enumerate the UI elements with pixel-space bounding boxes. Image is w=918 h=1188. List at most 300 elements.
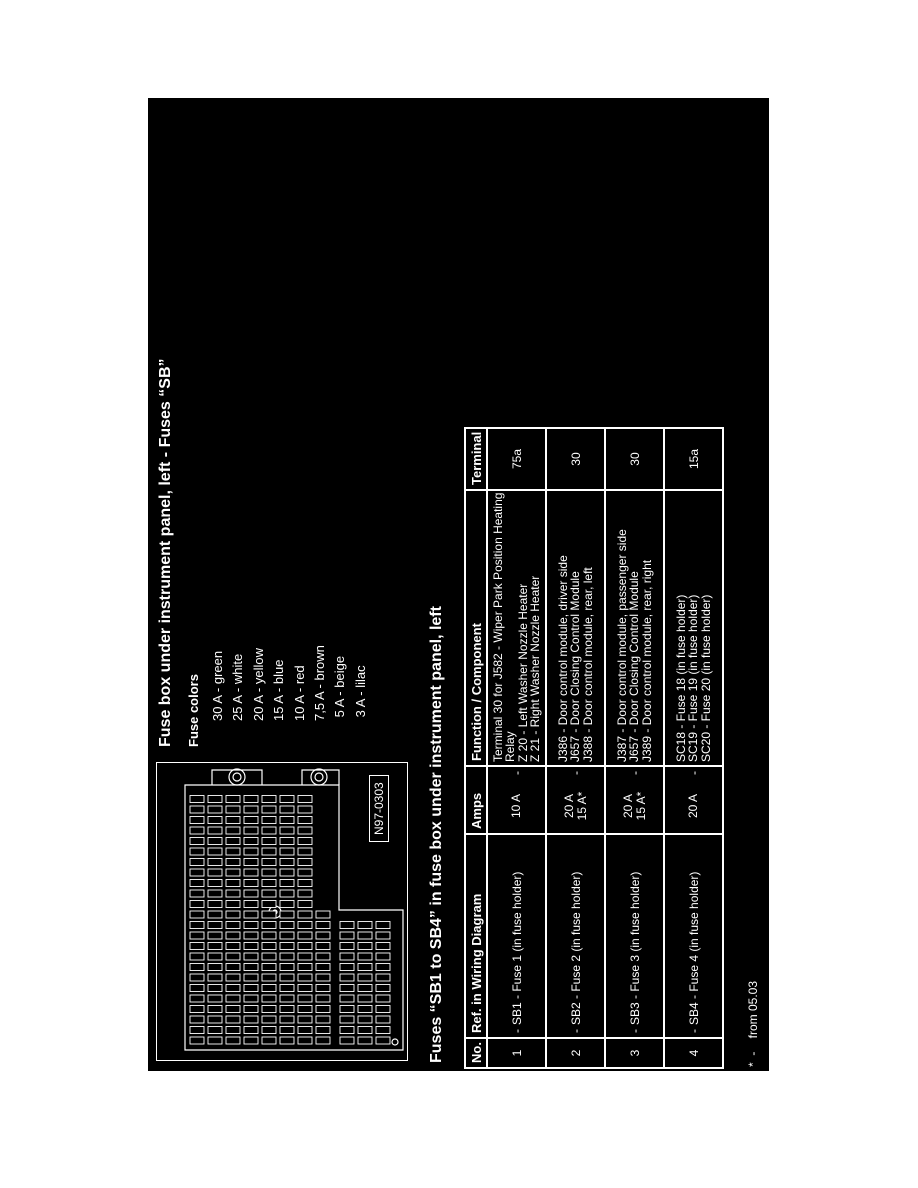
fuse-slot xyxy=(316,943,330,950)
fuse-slot xyxy=(190,869,204,876)
dash-separator: - xyxy=(509,771,524,775)
fuse-slot xyxy=(244,817,258,824)
cell-function xyxy=(487,490,546,766)
amps-value: 20 A xyxy=(561,793,576,819)
fuse-color-item: 25 A - white xyxy=(230,653,246,721)
fuse-slot xyxy=(226,964,240,971)
fuse-slot xyxy=(358,932,372,939)
fuse-slot xyxy=(208,911,222,918)
ref-text: SB4 - Fuse 4 (in fuse holder) xyxy=(686,871,701,1025)
fuse-slot xyxy=(280,922,294,929)
fuse-slot xyxy=(376,1037,390,1044)
cell-terminal: 30 xyxy=(546,428,605,490)
fuse-slot xyxy=(190,995,204,1002)
fuse-slot xyxy=(226,922,240,929)
fuse-slot xyxy=(190,911,204,918)
part-number-label: N97-0303 xyxy=(369,775,389,842)
fuse-slot xyxy=(226,911,240,918)
fuse-slot xyxy=(208,827,222,834)
fuse-color-item: 15 A - blue xyxy=(271,659,287,721)
function-line: SC19 - Fuse 19 (in fuse holder) xyxy=(686,594,701,762)
fuse-slot xyxy=(298,901,312,908)
fuse-slot xyxy=(190,953,204,960)
fuse-slot xyxy=(190,848,204,855)
cell-function xyxy=(664,490,723,766)
fuse-slot xyxy=(208,838,222,845)
amps-value: 15 A* xyxy=(633,791,648,821)
fuse-slot xyxy=(226,838,240,845)
header-function: Function / Component xyxy=(465,490,487,766)
fuse-slot xyxy=(226,943,240,950)
fuse-table xyxy=(464,427,724,1069)
fuse-slot xyxy=(262,985,276,992)
fuse-slot xyxy=(208,1037,222,1044)
fuse-slot xyxy=(190,943,204,950)
header-no: No. xyxy=(465,1038,487,1068)
fuse-slot xyxy=(340,1037,354,1044)
fuse-slot xyxy=(244,995,258,1002)
fuse-slot xyxy=(280,890,294,897)
fuse-slot xyxy=(298,1037,312,1044)
fuse-slot xyxy=(226,901,240,908)
fuse-slot xyxy=(208,1006,222,1013)
fuse-slot xyxy=(190,859,204,866)
fuse-slot xyxy=(262,848,276,855)
fuse-slot xyxy=(298,880,312,887)
fuse-slot xyxy=(190,1027,204,1034)
fuse-sheet xyxy=(148,98,769,1071)
function-line: SC18 - Fuse 18 (in fuse holder) xyxy=(673,594,688,762)
fuse-slot xyxy=(190,901,204,908)
fuse-slot xyxy=(190,1016,204,1023)
fuse-slot xyxy=(244,1006,258,1013)
fuse-slot xyxy=(316,1016,330,1023)
fuse-slot xyxy=(316,922,330,929)
fuse-slot xyxy=(262,911,276,918)
fuse-slot xyxy=(298,1016,312,1023)
fuse-slot xyxy=(358,943,372,950)
ref-text: SB3 - Fuse 3 (in fuse holder) xyxy=(627,871,642,1025)
fuse-slot xyxy=(298,964,312,971)
fuse-slot xyxy=(298,817,312,824)
function-line: J387 - Door control module, passenger side xyxy=(614,529,629,762)
fuse-slot xyxy=(316,932,330,939)
fuse-slot xyxy=(376,932,390,939)
mounting-hole xyxy=(392,1039,398,1045)
fuse-slot xyxy=(316,964,330,971)
fuse-slot xyxy=(262,922,276,929)
fuse-slot xyxy=(340,922,354,929)
fuse-slot xyxy=(208,985,222,992)
fuse-slot xyxy=(262,901,276,908)
fuse-slot xyxy=(298,806,312,813)
fuse-slot xyxy=(298,848,312,855)
fuse-slot xyxy=(298,932,312,939)
fuse-slot xyxy=(280,859,294,866)
fuse-slot xyxy=(190,806,204,813)
footnote: * - from 05.03 xyxy=(746,980,760,1067)
fuse-slot xyxy=(280,901,294,908)
function-line: Z 20 - Left Washer Nozzle Heater xyxy=(515,583,530,762)
fuse-slot xyxy=(340,1016,354,1023)
fuse-slot xyxy=(358,995,372,1002)
fuse-slot xyxy=(262,869,276,876)
fuse-slot xyxy=(262,796,276,803)
fuse-slot xyxy=(280,964,294,971)
fuse-slot xyxy=(316,995,330,1002)
fuse-slot xyxy=(244,901,258,908)
table-row xyxy=(546,428,605,1068)
fuse-slot xyxy=(244,890,258,897)
fuse-slot xyxy=(358,964,372,971)
fuse-slot xyxy=(226,974,240,981)
fuse-slot xyxy=(358,922,372,929)
cell-no: 3 xyxy=(605,1038,664,1068)
fuse-slot xyxy=(280,974,294,981)
fuse-slot xyxy=(280,1037,294,1044)
fuse-slot xyxy=(298,922,312,929)
fuse-slot xyxy=(316,974,330,981)
fuse-slot xyxy=(262,953,276,960)
fuse-slot xyxy=(340,995,354,1002)
fuse-slot xyxy=(376,922,390,929)
fuse-slot xyxy=(280,796,294,803)
fuse-slot xyxy=(226,859,240,866)
fuse-slot xyxy=(298,1027,312,1034)
fuse-slot xyxy=(208,817,222,824)
fuse-slot xyxy=(358,1037,372,1044)
fuse-slot xyxy=(298,869,312,876)
fuse-slot xyxy=(298,838,312,845)
fuse-slot xyxy=(208,922,222,929)
mounting-hole xyxy=(315,773,323,781)
fuse-slot xyxy=(280,932,294,939)
fuse-slot xyxy=(358,1006,372,1013)
fuse-slot xyxy=(280,1027,294,1034)
dash-separator: - xyxy=(686,771,701,775)
fuse-slot xyxy=(244,859,258,866)
fuse-slot xyxy=(226,932,240,939)
fuse-slot xyxy=(244,1027,258,1034)
fuse-slot xyxy=(244,1037,258,1044)
fuse-slot xyxy=(190,932,204,939)
fuse-slot xyxy=(316,911,330,918)
fuse-slot xyxy=(226,806,240,813)
fuse-slot xyxy=(298,796,312,803)
fuse-slot xyxy=(280,1016,294,1023)
fuse-slot xyxy=(376,1027,390,1034)
fuse-slot xyxy=(340,1006,354,1013)
fuse-color-list xyxy=(208,645,371,721)
fuse-slot xyxy=(280,869,294,876)
fuse-slot xyxy=(376,953,390,960)
fuse-slot xyxy=(208,943,222,950)
cell-no: 4 xyxy=(664,1038,723,1068)
dash-separator: - xyxy=(627,1029,642,1033)
dash-separator: - xyxy=(568,771,583,775)
fuse-slot xyxy=(244,827,258,834)
function-line: J388 - Door control module, rear, left xyxy=(580,567,595,762)
fuse-slot xyxy=(298,827,312,834)
fuse-slot xyxy=(208,953,222,960)
fuse-slot xyxy=(244,943,258,950)
table-header-row xyxy=(465,428,487,1068)
fuse-slot xyxy=(190,890,204,897)
fuse-slot xyxy=(244,796,258,803)
fuse-slot xyxy=(376,974,390,981)
fuse-slot xyxy=(376,964,390,971)
fuse-slot xyxy=(226,880,240,887)
fuse-slot xyxy=(244,869,258,876)
fuse-slot xyxy=(316,953,330,960)
fuse-slot xyxy=(280,848,294,855)
fuse-color-item: 3 A - lilac xyxy=(352,665,368,721)
fuse-slot xyxy=(340,974,354,981)
fuse-slot xyxy=(340,953,354,960)
amps-value: 10 A xyxy=(509,793,523,819)
table-heading: Fuses “SB1 to SB4” in fuse box under instrument panel, left xyxy=(428,606,445,1063)
fuse-slot xyxy=(244,806,258,813)
function-line: J386 - Door control module, driver side xyxy=(555,555,570,762)
fuse-slot xyxy=(244,880,258,887)
fuse-color-item: 30 A - green xyxy=(210,650,225,721)
fuse-slot xyxy=(298,859,312,866)
fuse-slot xyxy=(190,796,204,803)
fuse-slot xyxy=(280,995,294,1002)
cell-terminal: 75a xyxy=(487,428,546,490)
ref-text: SB1 - Fuse 1 (in fuse holder) xyxy=(509,871,524,1025)
fuse-slot xyxy=(376,995,390,1002)
fuse-slot xyxy=(298,953,312,960)
fuse-slot xyxy=(244,922,258,929)
fuse-slot xyxy=(208,869,222,876)
fuse-color-item: 7,5 A - brown xyxy=(312,645,328,721)
fuse-slot xyxy=(262,1006,276,1013)
dash-separator: - xyxy=(686,1029,701,1033)
fuse-slot xyxy=(358,985,372,992)
fuse-slot xyxy=(280,943,294,950)
fuse-slot xyxy=(208,796,222,803)
table-row xyxy=(605,428,664,1068)
fuse-slot xyxy=(340,1027,354,1034)
fuse-slot xyxy=(226,995,240,1002)
fuse-slot xyxy=(262,974,276,981)
fuse-slot xyxy=(226,1006,240,1013)
fuse-slot xyxy=(208,1016,222,1023)
cell-function xyxy=(546,490,605,766)
fuse-slot xyxy=(262,1016,276,1023)
fuse-slot xyxy=(190,1037,204,1044)
table-row xyxy=(487,428,546,1068)
fuse-slot xyxy=(208,964,222,971)
fuse-slot xyxy=(376,1016,390,1023)
dash-separator: - xyxy=(568,1029,583,1033)
fuse-slot xyxy=(262,806,276,813)
fuse-slot xyxy=(340,985,354,992)
table-body xyxy=(487,428,723,1068)
fuse-slot xyxy=(190,974,204,981)
fuse-slot xyxy=(208,880,222,887)
fuse-slot xyxy=(358,953,372,960)
fuse-slot xyxy=(262,827,276,834)
fuse-slot xyxy=(208,806,222,813)
cell-amps xyxy=(605,766,664,834)
cell-terminal: 30 xyxy=(605,428,664,490)
fuse-slot xyxy=(190,922,204,929)
function-line: J657 - Door Closing Control Module xyxy=(627,571,642,762)
cell-no: 1 xyxy=(487,1038,546,1068)
cell-ref xyxy=(605,834,664,1038)
fuse-slot xyxy=(280,953,294,960)
mounting-lug xyxy=(212,770,262,785)
fuse-slot xyxy=(244,964,258,971)
fuse-slot xyxy=(262,932,276,939)
cell-ref xyxy=(546,834,605,1038)
fuse-slot xyxy=(226,1037,240,1044)
fuse-slot xyxy=(298,943,312,950)
fuse-box-diagram xyxy=(156,762,408,1061)
fuse-slot xyxy=(262,817,276,824)
fuse-slot xyxy=(316,1027,330,1034)
ref-text: SB2 - Fuse 2 (in fuse holder) xyxy=(568,871,583,1025)
fuse-slot xyxy=(280,817,294,824)
mounting-hole xyxy=(311,769,327,785)
mounting-hole xyxy=(233,773,241,781)
table-row xyxy=(664,428,723,1068)
fuse-slot xyxy=(298,974,312,981)
cell-function xyxy=(605,490,664,766)
fuse-slot xyxy=(226,953,240,960)
fuse-slot xyxy=(190,1006,204,1013)
fuse-slot xyxy=(280,827,294,834)
function-line: Z 21 - Right Washer Nozzle Heater xyxy=(527,575,542,762)
fuse-colors-title: Fuse colors xyxy=(186,674,201,747)
cell-ref xyxy=(664,834,723,1038)
fuse-slot xyxy=(280,911,294,918)
fuse-slot xyxy=(190,827,204,834)
fuse-slot xyxy=(262,964,276,971)
mounting-lug xyxy=(302,770,339,785)
fuse-slot xyxy=(262,890,276,897)
fuse-slot xyxy=(376,943,390,950)
fuse-slot xyxy=(280,806,294,813)
fuse-slot xyxy=(280,1006,294,1013)
fuse-slot xyxy=(280,880,294,887)
fuse-slot xyxy=(244,985,258,992)
cell-terminal: 15a xyxy=(664,428,723,490)
fuse-slot xyxy=(280,838,294,845)
cell-ref xyxy=(487,834,546,1038)
fuse-slot xyxy=(208,848,222,855)
fuse-slot xyxy=(358,1016,372,1023)
fuse-slot xyxy=(244,848,258,855)
cell-amps xyxy=(487,766,546,834)
fuse-slot xyxy=(298,911,312,918)
fuse-slot xyxy=(376,1006,390,1013)
fuse-slot xyxy=(226,796,240,803)
fuse-slot xyxy=(208,1027,222,1034)
fuse-slot xyxy=(262,838,276,845)
fuse-slot xyxy=(190,817,204,824)
fuse-slot xyxy=(244,838,258,845)
fuse-slot xyxy=(298,1006,312,1013)
amps-value: 20 A xyxy=(686,793,700,819)
fuse-slot xyxy=(244,932,258,939)
cell-amps xyxy=(664,766,723,834)
fuse-slot xyxy=(376,985,390,992)
fuse-slot xyxy=(316,985,330,992)
fuse-slot xyxy=(208,901,222,908)
fuse-slot xyxy=(244,974,258,981)
dash-separator: - xyxy=(627,771,642,775)
fuse-slot xyxy=(262,995,276,1002)
cell-no: 2 xyxy=(546,1038,605,1068)
function-line: SC20 - Fuse 20 (in fuse holder) xyxy=(698,594,713,762)
fuse-slot xyxy=(190,880,204,887)
fuse-slot xyxy=(262,1037,276,1044)
fuse-slot xyxy=(226,890,240,897)
fuse-slot xyxy=(262,1027,276,1034)
fuse-slot xyxy=(262,859,276,866)
fuse-slot xyxy=(340,932,354,939)
fuse-slot xyxy=(262,943,276,950)
fuse-slot xyxy=(226,869,240,876)
fuse-slot xyxy=(226,827,240,834)
fuse-color-item: 20 A - yellow xyxy=(250,648,266,721)
header-amps: Amps xyxy=(465,766,487,834)
function-line: J389 - Door control module, rear, right xyxy=(639,559,654,762)
fuse-slot xyxy=(280,985,294,992)
fuse-slot xyxy=(190,985,204,992)
fuse-slot xyxy=(226,848,240,855)
fuse-slot xyxy=(208,890,222,897)
fuse-color-item: 10 A - red xyxy=(291,665,307,721)
mounting-hole xyxy=(229,769,245,785)
fuse-slot xyxy=(244,953,258,960)
fuse-slot xyxy=(226,985,240,992)
fuse-slot xyxy=(190,838,204,845)
fuse-slot xyxy=(244,911,258,918)
fuse-slot xyxy=(226,817,240,824)
fuse-slot xyxy=(316,1037,330,1044)
fuse-slot xyxy=(316,1006,330,1013)
fuse-slot xyxy=(208,974,222,981)
fuse-slot xyxy=(262,880,276,887)
fuse-slot xyxy=(226,1016,240,1023)
fuse-slot xyxy=(226,1027,240,1034)
fuse-box-heading: Fuse box under instrument panel, left - Fuses “SB” xyxy=(157,358,174,747)
fuse-slot xyxy=(244,1016,258,1023)
fuse-slot xyxy=(298,890,312,897)
fuse-color-item: 5 A - beige xyxy=(332,655,348,721)
fuse-slot xyxy=(208,859,222,866)
function-line: J657 - Door Closing Control Module xyxy=(568,571,583,762)
fuse-slot xyxy=(298,985,312,992)
rotated-content xyxy=(148,98,769,1071)
amps-value: 20 A xyxy=(620,793,635,819)
header-ref: Ref. in Wiring Diagram xyxy=(465,834,487,1038)
fuse-slot xyxy=(340,964,354,971)
fuse-slot xyxy=(208,932,222,939)
fuse-slot xyxy=(298,995,312,1002)
amps-value: 15 A* xyxy=(574,791,589,821)
dash-separator: - xyxy=(509,1029,524,1033)
fuse-slot xyxy=(208,995,222,1002)
fuse-slot xyxy=(190,964,204,971)
fuse-slot xyxy=(340,943,354,950)
fuse-slot xyxy=(358,1027,372,1034)
header-terminal: Terminal xyxy=(465,428,487,490)
